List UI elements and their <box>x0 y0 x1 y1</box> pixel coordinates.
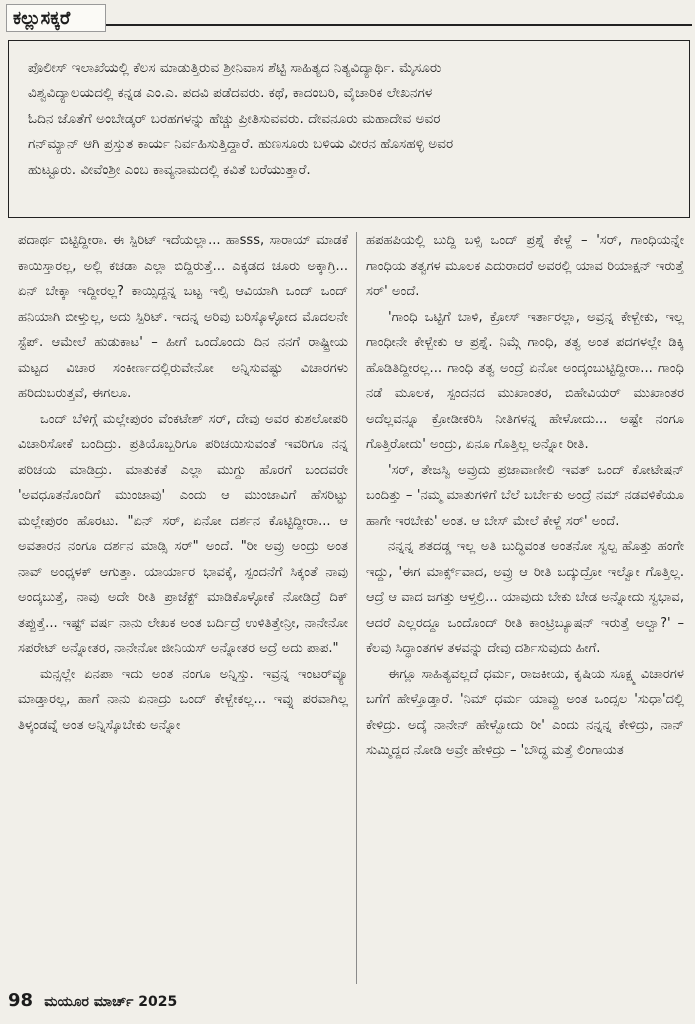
bio-line: ವಿಶ್ವವಿದ್ಯಾಲಯದಲ್ಲಿ ಕನ್ನಡ ಎಂ.ಎ. ಪದವಿ ಪಡೆದವರು. ಕಥೆ, ಕಾದಂಬರಿ, ವೈಚಾರಿಕ ಲೇಖನಗಳ <box>28 85 433 102</box>
column-divider <box>356 232 357 984</box>
paragraph: ಪದಾರ್ಥ ಬಿಟ್ಟಿದ್ದೀರಾ. ಈ ಸ್ಪಿರಿಟ್ ಇದೆಯಲ್ಲಾ... ಹಾsss, ಸಾರಾಯ್ ಮಾಡಕೆ ಕಾಯಿಸ್ತಾರಲ್ಲ, ಅಲ್ಲಿ ಕಚಡಾ ಎಲ್ಲಾ ಬಿದ್ದಿರುತ್ತೆ... ಎಕ್ಕಡದ ಚೂರು ಅಕ್ಕಾಗ್ರಿ... ಏನ್ ಬೇಕ್ಕಾ ಇದ್ದೀರಲ್ಲ? ಕಾಯ್ಸಿದ್ದನ್ನ ಬಟ್ಟ ಇಲ್ಸಿ ಆವಿಯಾಗಿ ಒಂದ್ ಒಂದ್ ಹನಿಯಾಗಿ ಬೀಳ್ತುಲ್ಲ, ಅದು ಸ್ಪಿರಿಟ್. ಇದನ್ನ ಅರಿವು ಬರಿಸ್ಕೊಳ್ಳೋದ ಮೊದಲನೇ ಸ್ಟೆಪ್. ಆಮೇಲೆ ಹುಡುಕಾಟ' – ಹೀಗೆ ಒಂದೊಂದು ದಿನ ನನಗೆ ರಾಷ್ಟ್ರೀಯ ಮಟ್ಟದ ವಿಚಾರ ಸಂಕೀರ್ಣದಲ್ಲಿರುವೇನೋ ಅನ್ನಿಸುವಷ್ಟು ವಿಚಾರಗಳು ಹರಿದುಬರುತ್ತವೆ, ಈಗಲೂ. <box>18 233 348 401</box>
paragraph: ಮನ್ಸಲ್ಲೇ ಏನಪಾ ಇದು ಅಂತ ನಂಗೂ ಅನ್ನಿಸ್ತು. ಇವ್ರನ್ನ ಇಂಟರ್‌ವ್ಯೂ ಮಾಡ್ತಾರಲ್ಲ, ಹಾಗೆ ನಾನು ಏನಾದ್ರು ಒಂದ್ ಕೇಳ್ಬೇಕಲ್ಲ... ಇವ್ನು ಪರವಾಗಿಲ್ಲ ತಿಳ್ಕಂಡವ್ನೆ ಅಂತ ಅನ್ನಿಸ್ಕೊಬೇಕು ಅನ್ನೋ <box>18 666 348 733</box>
bio-line: ಓದಿನ ಜೊತೆಗೆ ಅಂಬೇಡ್ಕರ್ ಬರಹಗಳನ್ನು ಹೆಚ್ಚು ಪ್ರೀತಿಸುವವರು. ದೇವನೂರು ಮಹಾದೇವ ಅವರ <box>28 110 441 127</box>
section-title: ಕಲ್ಲುಸಕ್ಕರೆ <box>6 4 106 32</box>
paragraph: ಈಗ್ಲೂ ಸಾಹಿತ್ಯವಲ್ಲದೆ ಧರ್ಮ, ರಾಜಕೀಯ, ಕೃಷಿಯ ಸೂಕ್ಷ್ಮ ವಿಚಾರಗಳ ಬಗೆಗೆ ಹೇಳ್ತೊಡ್ತಾರೆ. 'ನಿಮ್ ಧರ್ಮ ಯಾವ್ದು ಅಂತ ಒಂದ್ಸಲ 'ಸುಧಾ'ದಲ್ಲಿ ಕೇಳಿದ್ರು. ಅದ್ಕೆ ನಾನೇನ್ ಹೇಳ್ಬೋದು ರೀ' ಎಂದು ನನ್ನನ್ನ ಕೇಳಿದ್ರು, ನಾನ್ ಸುಮ್ಮಿದ್ದದ ನೋಡಿ ಅವ್ರೇ ಹೇಳಿದ್ರು – 'ಬೌದ್ಧ ಮತ್ತೆ ಲಿಂಗಾಯತ <box>366 666 684 758</box>
left-column <box>18 228 348 738</box>
bio-line: ಪೊಲೀಸ್ ಇಲಾಖೆಯಲ್ಲಿ ಕೆಲಸ ಮಾಡುತ್ತಿರುವ ಶ್ರೀನಿವಾಸ ಶೆಟ್ಟಿ ಸಾಹಿತ್ಯದ ನಿತ್ಯವಿದ್ಯಾರ್ಥಿ. ಮೈಸೂರು <box>28 60 442 76</box>
paragraph: 'ಗಾಂಧಿ ಒಟ್ಟಿಗೆ ಬಾಳಿ, ಕ್ರೋಸ್ ಇರ್ತಾರಲ್ಲಾ, ಅವ್ರನ್ನ ಕೇಳ್ಬೇಕು, ಇಲ್ಲ ಗಾಂಧೀನೇ ಕೇಳ್ಬೇಕು ಆ ಪ್ರಶ್ನೆ. ನಿಮ್ಗೆ ಗಾಂಧಿ, ತತ್ವ ಅಂತ ಪದಗಳಲ್ಲೇ ಡಿಕ್ಕಿ ಹೊಡಿತಿದ್ದೀರಲ್ಲ... ಗಾಂಧಿ ತತ್ವ ಅಂದ್ರೆ ಏನೋ ಅಂದ್ಕಂಬುಟ್ಟಿದ್ದೀರಾ... ಗಾಂಧಿ ನಡೆ ಮೂಲಕ, ಸ್ಪಂದನದ ಮುಖಾಂತರ, ಬಿಹೇವಿಯರ್ ಮುಖಾಂತರ ಅದೆಲ್ಲವನ್ನೂ ಕ್ರೋಡೀಕರಿಸಿ ನೀತಿಗಳನ್ನ ಹೇಳೋದು... ಅಷ್ಟೇ ನಂಗೂ ಗೊತ್ತಿರೋದು' ಅಂದ್ರು, ಏನೂ ಗೊತ್ತಿಲ್ಲ ಅನ್ನೋ ರೀತಿ. <box>366 309 684 452</box>
bio-line: ಹುಟ್ಟೂರು. ವೀವೆಂಶ್ರೀ ಎಂಬ ಕಾವ್ಯನಾಮದಲ್ಲಿ ಕವಿತೆ ಬರೆಯುತ್ತಾರೆ. <box>28 161 311 178</box>
paragraph: ನನ್ನನ್ನ ಶತದಡ್ಡ ಇಲ್ಲ ಅತಿ ಬುದ್ಧಿವಂತ ಅಂತನೋ ಸ್ವಲ್ಪ ಹೊತ್ತು ಹಂಗೇ ಇದ್ದು, 'ಈಗ ಮಾರ್ಕ್ಸ್‌ವಾದ, ಅವ್ರು ಆ ರೀತಿ ಬದ್ಕುದ್ರೋ ಇಲ್ವೋ ಗೊತ್ತಿಲ್ಲ. ಆದ್ರೆ ಆ ವಾದ ಜಗತ್ತು ಆಳ್ತಲ್ರಿ... ಯಾವುದು ಬೇಕು ಬೇಡ ಅನ್ನೋದು ಸ್ವಭಾವ, ಆದರೆ ಎಲ್ಲರದ್ದೂ ಒಂದೊಂದ್ ರೀತಿ ಕಾಂಟ್ರಿಬ್ಯೂಷನ್ ಇರುತ್ತೆ ಅಲ್ವಾ?' – ಕೆಲವು ಸಿದ್ಧಾಂತಗಳ ತಳವನ್ನು ದೇವು ದರ್ಶಿಸುವುದು ಹೀಗೆ. <box>366 539 684 656</box>
author-bio <box>28 56 680 183</box>
section-rule <box>106 24 692 26</box>
bio-line: ಗನ್‌ಮ್ಯಾನ್ ಆಗಿ ಪ್ರಸ್ತುತ ಕಾರ್ಯ ನಿರ್ವಹಿಸುತ್ತಿದ್ದಾರೆ. ಹುಣಸೂರು ಬಳಿಯ ವೀರನ ಹೊಸಹಳ್ಳಿ ಅವರ <box>28 136 454 153</box>
right-column <box>366 228 684 764</box>
magazine-name-date: ಮಯೂರ ಮಾರ್ಚ್ 2025 <box>44 994 178 1010</box>
page-footer <box>8 990 177 1011</box>
paragraph: ಒಂದ್ ಬೆಳಿಗ್ಗೆ ಮಲ್ಲೇಪುರಂ ವೆಂಕಟೇಶ್ ಸರ್, ದೇವು ಅವರ ಕುಶಲೋಪರಿ ವಿಚಾರಿಸೋಕೆ ಬಂದಿದ್ರು. ಪ್ರತಿಯೊಬ್ಬರಿಗೂ ಪರಿಚಯಿಸುವಂತೆ ಇವರಿಗೂ ನನ್ನ ಪರಿಚಯ ಮಾಡಿದ್ರು. ಮಾತುಕತೆ ಎಲ್ಲಾ ಮುಗ್ದು ಹೊರಗೆ ಬಂದವರೇ 'ಅವಧೂತನೊಂದಿಗೆ ಮುಂಜಾವು' ಎಂದು ಆ ಮುಂಜಾವಿಗೆ ಹೆಸರಿಟ್ಟು ಮಲ್ಲೇಪುರಂ ಹೊರಟು. "ಏನ್ ಸರ್, ಏನೋ ದರ್ಶನ ಕೊಟ್ಟಿದ್ದೀರಾ... ಆ ಅವತಾರನ ನಂಗೂ ದರ್ಶನ ಮಾಡ್ಸಿ ಸರ್" ಅಂದೆ. "ರೀ ಅವ್ರು ಅಂದ್ರು ಅಂತ ನಾವ್ ಅಂಧ್ಕಳಕ್ ಆಗುತ್ತಾ. ಯಾರ್ಯಾರ ಭಾವಕ್ಕೆ, ಸ್ಪಂದನೆಗೆ ಸಿಕ್ಕಂತೆ ನಾವು ಅಂದ್ಕಬುತ್ತೆ, ನಾವು ಅದೇ ರೀತಿ ಪ್ರಾಜೆಕ್ಟ್ ಮಾಡಿಕೊಳ್ಳೋಕೆ ನೋಡಿದ್ರೆ ದಿಕ್ ತಪ್ಪುತ್ತೆ... ಇಷ್ಟ್ ವರ್ಷ ನಾನು ಲೇಖಕ ಅಂತ ಬರ್ದಿದ್ರೆ ಉಳಿತಿತ್ತೇನ್ರೀ, ನಾನೇನೋ ಸಪರೇಟ್ ಅನ್ನೋತರ, ನಾನೇನೋ ಜೀನಿಯಸ್ ಅನ್ನೋತರ ಅದ್ರೆ ಅದು ಪಾಪ." <box>18 411 348 656</box>
paragraph: ಹಪಹಪಿಯಲ್ಲಿ ಬುದ್ದಿ ಬಳ್ಸಿ ಒಂದ್ ಪ್ರಶ್ನೆ ಕೇಳ್ದೆ – 'ಸರ್, ಗಾಂಧಿಯನ್ನೇ ಗಾಂಧಿಯ ತತ್ವಗಳ ಮೂಲಕ ಎದುರಾದರೆ ಅವರಲ್ಲಿ ಯಾವ ರಿಯಾಕ್ಷನ್ ಇರುತ್ತೆ ಸರ್' ಅಂದೆ. <box>366 233 684 299</box>
page-number: 98 <box>8 990 34 1011</box>
paragraph: 'ಸರ್, ತೇಜಸ್ವಿ ಅವ್ರುದು ಪ್ರಜಾವಾಣೀಲಿ ಇವತ್ ಒಂದ್ ಕೋಟೇಷನ್ ಬಂದಿತ್ತು – 'ನಮ್ಮ ಮಾತುಗಳಿಗೆ ಬೆಲೆ ಬರ್ಬೇಕು ಅಂದ್ರೆ ನಮ್ ನಡವಳಿಕೆಯೂ ಹಾಗೇ ಇರಬೇಕು' ಅಂತ. ಆ ಬೇಸ್ ಮೇಲೆ ಕೇಳ್ದೆ ಸರ್' ಅಂದೆ. <box>366 462 684 529</box>
